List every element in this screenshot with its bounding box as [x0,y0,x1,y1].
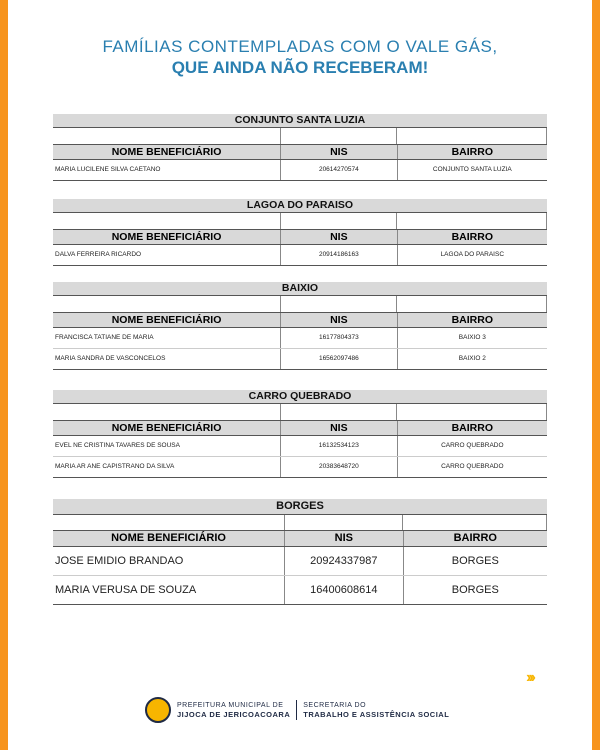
col-bairro-header: BAIRRO [451,231,494,243]
table-row [53,576,547,605]
table-row [53,160,547,181]
col-nis-header: NIS [281,145,398,159]
table-header [53,530,547,547]
spacer-row [53,404,547,420]
spacer-row [53,296,547,312]
cell-nis: 16177804373 [281,328,398,348]
cell-name: MARIA AR ANE CAPISTRANO DA SILVA [53,457,281,477]
cell-name: MARIA VERUSA DE SOUZA [53,576,285,604]
cell-bairro: CONJUNTO SANTA LUZIA [432,166,512,173]
cell-name: MARIA SANDRA DE VASCONCELOS [53,349,281,369]
col-name-header: NOME BENEFICIÁRIO [53,230,281,244]
col-bairro-header: BAIRRO [451,146,494,158]
section-title: BAIXIO [53,282,547,296]
cell-nis: 20614270574 [281,160,398,180]
section-title: LAGOA DO PARAISO [53,199,547,213]
cell-bairro: BORGES [451,555,499,567]
section-title: CONJUNTO SANTA LUZIA [53,114,547,128]
secretaria-line-2: TRABALHO E ASSISTÊNCIA SOCIAL [303,709,450,719]
cell-bairro: BAIXIO 3 [458,334,486,341]
chevrons-right-icon: ››› [526,669,533,686]
spacer-row [53,515,547,530]
col-name-header: NOME BENEFICIÁRIO [53,421,281,435]
cell-bairro: CARRO QUEBRADO [441,463,504,470]
col-bairro-header: BAIRRO [453,532,497,544]
table-row [53,328,547,349]
prefeitura-line-1: PREFEITURA MUNICIPAL DE [177,701,284,709]
cell-nis: 20383648720 [281,457,398,477]
title-line-1: FAMÍLIAS CONTEMPLADAS COM O VALE GÁS, [102,37,498,56]
cell-nis: 1613253412З [281,436,398,456]
cell-nis: 20914186163 [281,245,398,265]
cell-name: FRANCISCA TATIANE DE MARIA [53,328,281,348]
col-nis-header: NIS [281,421,398,435]
cell-bairro: BAIXIO 2 [458,355,486,362]
table-row [53,547,547,576]
cell-nis: 20924337987 [285,547,404,575]
section-baixio [53,282,547,370]
cell-bairro: CARRO QUEBRADO [441,442,504,449]
cell-nis: 16400608614 [285,576,404,604]
secretaria-line-1: SECRETARIA DO [303,701,367,709]
municipal-seal-icon [145,697,171,723]
cell-bairro: BORGES [451,584,499,596]
col-nis-header: NIS [281,230,398,244]
cell-name: MARIA LUCILENE SILVA CAETANO [53,160,281,180]
right-orange-border [592,0,600,750]
col-bairro-header: BAIRRO [451,422,494,434]
page-title [0,37,600,79]
footer-logo [145,697,449,723]
table-row [53,245,547,266]
table-header [53,144,547,160]
col-name-header: NOME BENEFICIÁRIO [53,313,281,327]
col-name-header: NOME BENEFICIÁRIO [53,531,285,546]
cell-nis: 16562097486 [281,349,398,369]
col-nis-header: NIS [285,531,404,546]
cell-name: DALVA FERREIRA RICARDO [53,245,281,265]
table-row [53,457,547,478]
table-header [53,420,547,436]
section-carro-quebrado [53,390,547,478]
prefeitura-line-2: JIJOCA DE JERICOACOARA [177,709,291,719]
col-nis-header: NIS [281,313,398,327]
divider [296,700,297,720]
table-row [53,436,547,457]
section-conjunto-santa-luzia [53,114,547,181]
section-title: BORGES [53,499,547,515]
cell-name: JOSE EMIDIO BRANDAO [53,547,285,575]
cell-name: EVEL NE CRISTINA TAVARES DE SOUSA [53,436,281,456]
col-bairro-header: BAIRRO [451,314,494,326]
spacer-row [53,213,547,229]
spacer-row [53,128,547,144]
left-orange-border [0,0,8,750]
col-name-header: NOME BENEFICIÁRIO [53,145,281,159]
section-borges [53,499,547,605]
section-lagoa-do-paraiso [53,199,547,266]
title-line-2: QUE AINDA NÃO RECEBERAM! [171,58,429,77]
secretaria-text [303,701,449,720]
table-row [53,349,547,370]
table-header [53,312,547,328]
cell-bairro: LAGOA DO PARAISC [440,251,505,258]
prefeitura-text [177,701,290,720]
table-header [53,229,547,245]
section-title: CARRO QUEBRADO [53,390,547,404]
